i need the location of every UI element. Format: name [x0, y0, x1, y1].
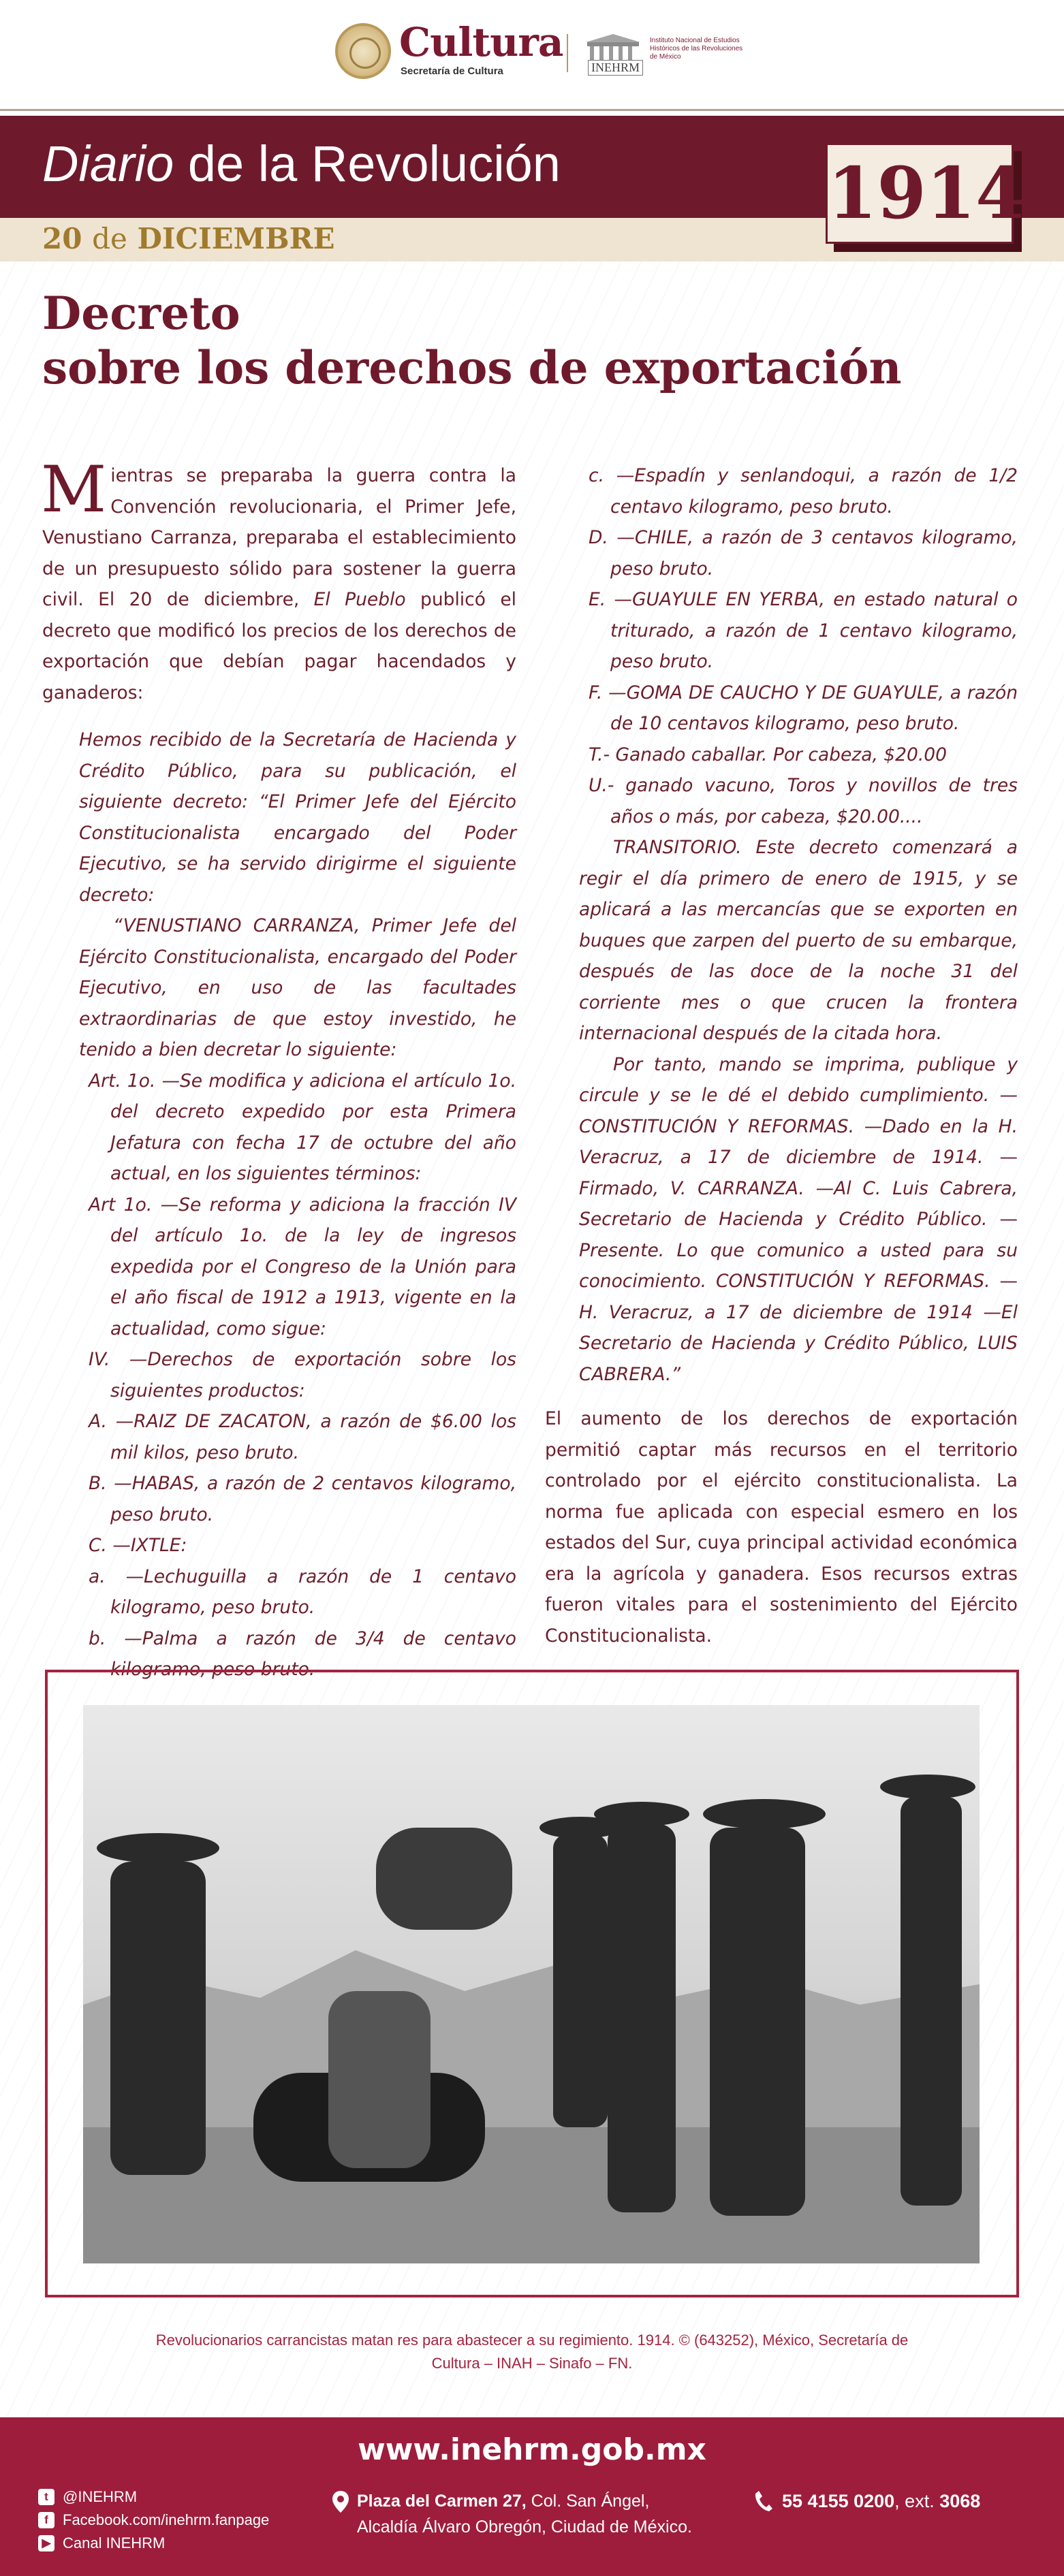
facebook-url: Facebook.com/inehrm.fanpage [63, 2511, 270, 2528]
decree-item: C. —IXTLE: [89, 1535, 187, 1556]
phone-icon [755, 2491, 772, 2511]
cultura-logo-text: Cultura [399, 19, 563, 65]
top-logo-bar [0, 0, 1064, 114]
twitter-icon: t [38, 2489, 54, 2505]
article-title [42, 286, 901, 395]
facebook-icon: f [38, 2512, 54, 2528]
date-day: 20 [42, 222, 82, 255]
title-rest: de la Revolución [174, 136, 561, 192]
historical-photo [83, 1705, 980, 2263]
twitter-link[interactable] [38, 2485, 269, 2509]
address-colonia: Col. San Ángel, [526, 2492, 650, 2511]
address [357, 2488, 692, 2540]
decree-item: E. —GUAYULE EN YERBA, en estado natural o triturado, a razón de 1 centavo kilogramo, peso bruto. [589, 589, 1018, 672]
facebook-link[interactable] [38, 2509, 269, 2532]
photo-frame [45, 1670, 1019, 2297]
phone-ext-label: , ext. [894, 2491, 940, 2511]
address-street: Plaza del Carmen 27, [357, 2492, 527, 2511]
transitory-paragraph: TRANSITORIO. Este decreto comenzará a regir el día primero de enero de 1915, y se aplicará a las mercancías que se exporten en buques que zarpen del puerto de su embarque, después de las doce de la noche 31 del corriente mes o que crucen la frontera internacional después de la citada hora. [579, 837, 1018, 1044]
decree-item: c. —Espadín y senlandoqui, a razón de 1/2 centavo kilogramo, peso bruto. [589, 465, 1018, 518]
footer [0, 2417, 1064, 2576]
signature-paragraph: Por tanto, mando se imprima, publique y circule y se le dé el debido cumplimiento. —CONSTITUCIÓN Y REFORMAS. —Dado en la H. Veracruz, a 17 de diciembre de 1914. —Firmado, V. CARRANZA. —Al C. Luis Cabrera, Secretario de Hacienda y Crédito Público. —Presente. Lo que comunico a usted para su conocimiento. CONSTITUCIÓN Y REFORMAS. —H. Veracruz, a 17 de diciembre de 1914 —El Secretario de Hacienda y Crédito Público, LUIS CABRERA.” [579, 1053, 1018, 1385]
national-seal-icon [335, 23, 391, 79]
intro-paragraph [41, 453, 516, 708]
quote-paragraph: “VENUSTIANO CARRANZA, Primer Jefe del Ejército Constitucionalista, encargado del Poder Ejecutivo, en uso de las facultades extraordinarias de que estoy investido, he tenido a bien decretar lo siguiente: [79, 915, 516, 1060]
youtube-icon: ▶ [38, 2535, 54, 2551]
date-de: de [92, 222, 127, 255]
top-divider [0, 109, 1064, 111]
phone-ext: 3068 [939, 2491, 981, 2511]
decree-item: U.- ganado vacuno, Toros y novillos de tres años o más, por cabeza, $20.00.... [589, 775, 1018, 827]
phone [782, 2488, 980, 2514]
website-link[interactable]: www.inehrm.gob.mx [358, 2432, 706, 2467]
youtube-channel: Canal INEHRM [63, 2534, 166, 2551]
decree-quote-right [579, 460, 1018, 1390]
photo-caption: Revolucionarios carrancistas matan res para abastecer a su regimiento. 1914. © (643252), México, Secretaría de Cultura – INAH – Sinafo – FN. [155, 2332, 909, 2372]
year-text: 1914 [828, 151, 1025, 235]
closing-paragraph: El aumento de los derechos de exportación permitió captar más recursos en el territorio controlado por el ejército constitucionalista. La norma fue aplicada con especial esmero en los estados del Sur, cuya principal actividad económica era la agrícola y ganadera. Esos recursos extras fueron vitales para el sostenimiento del Ejército Constitucionalista. [545, 1408, 1018, 1647]
decree-item: T.- Ganado caballar. Por cabeza, $20.00 [589, 744, 948, 765]
article-column-left [41, 453, 516, 1685]
decree-item: A. —RAIZ DE ZACATON, a razón de $6.00 los mil kilos, peso bruto. [89, 1411, 516, 1463]
decree-item: b. —Palma a razón de 3/4 de centavo kilogramo, peso bruto. [89, 1627, 516, 1680]
address-line1 [357, 2488, 692, 2514]
intro-text-b: publicó el decreto que modificó los precios de los derechos de exportación que debían pagar hacendados y ganaderos: [42, 589, 516, 703]
publication-date [42, 222, 335, 255]
address-line2: Alcaldía Álvaro Obregón, Ciudad de México. [357, 2517, 692, 2537]
decree-item: a. —Lechuguilla a razón de 1 centavo kilogramo, peso bruto. [89, 1565, 516, 1618]
social-links [38, 2485, 269, 2555]
youtube-link[interactable] [38, 2532, 269, 2555]
year-badge [826, 143, 1025, 244]
quote-paragraph: Hemos recibido de la Secretaría de Hacienda y Crédito Público, para su publicación, el siguiente decreto: “El Primer Jefe del Ejército Constitucionalista encargado del Poder Ejecutivo, se ha servido dirigirme el siguiente decreto: [79, 729, 516, 906]
logo-divider [567, 34, 568, 72]
article-title-line1: Decreto [42, 287, 240, 340]
newspaper-name: El Pueblo [313, 589, 406, 610]
decree-quote-left [79, 725, 516, 1685]
photo-illustration [83, 1705, 980, 2263]
twitter-handle: @INEHRM [63, 2488, 138, 2505]
inehrm-description: Instituto Nacional de Estudios Históricos de las Revoluciones de México [650, 37, 743, 61]
publication-title [42, 135, 561, 193]
title-italic: Diario [42, 136, 174, 192]
decree-item: F. —GOMA DE CAUCHO Y DE GUAYULE, a razón de 10 centavos kilogramo, peso bruto. [589, 682, 1018, 734]
cultura-subtitle: Secretaría de Cultura [401, 65, 503, 77]
decree-item: B. —HABAS, a razón de 2 centavos kilogramo, peso bruto. [89, 1473, 516, 1525]
inehrm-logo-text: INEHRM [588, 60, 643, 76]
decree-item: IV. —Derechos de exportación sobre los siguientes productos: [89, 1349, 516, 1401]
date-month: DICIEMBRE [137, 222, 335, 255]
logo-block [335, 19, 743, 83]
article-column-right [545, 460, 1018, 1651]
decree-item: Art. 1o. —Se modifica y adiciona el artículo 1o. del decreto expedido por esta Primera Jefatura con fecha 17 de octubre del año actual, en los siguientes términos: [89, 1070, 516, 1184]
decree-item: D. —CHILE, a razón de 3 centavos kilogramo, peso bruto. [589, 527, 1018, 579]
phone-number: 55 4155 0200 [782, 2491, 895, 2511]
article-title-line2: sobre los derechos de exportación [42, 341, 902, 394]
decree-item: Art 1o. —Se reforma y adiciona la fracción IV del artículo 1o. de la ley de ingresos expedida por el Congreso de la Unión para el año fiscal de 1912 a 1913, vigente en la actualidad, como sigue: [89, 1194, 516, 1339]
location-pin-icon [332, 2491, 349, 2513]
intro-text-a: ientras se preparaba la guerra contra la Convención revolucionaria, el Primer Jefe, Venustiano Carranza, preparaba el establecimiento de un presupuesto sólido para sostener la guerra civil. El 20 de diciembre, [42, 465, 516, 610]
drop-cap: M [41, 453, 107, 527]
